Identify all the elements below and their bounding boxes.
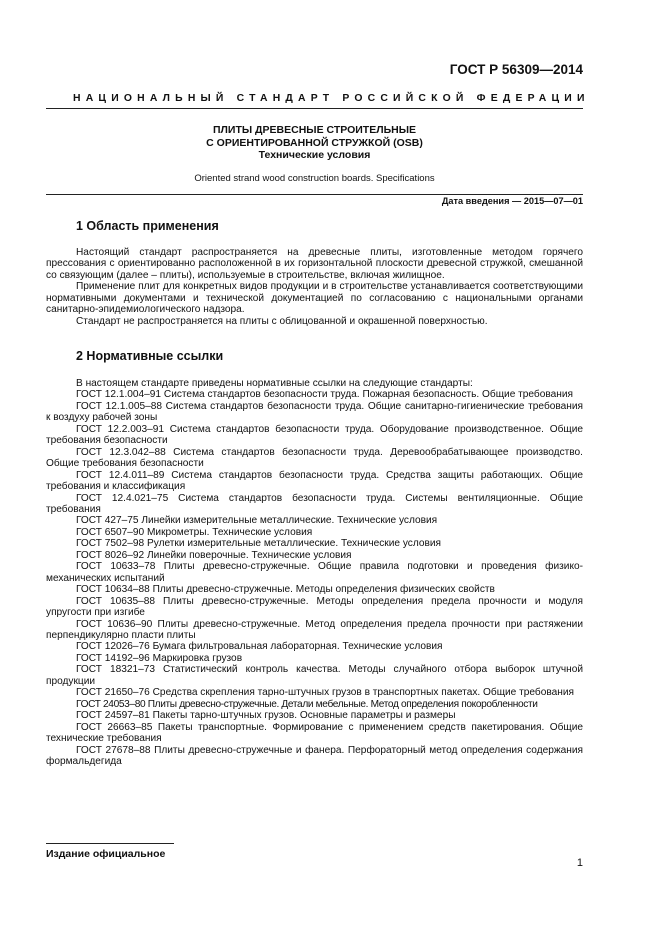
normative-reference: ГОСТ 21650–76 Средства скрепления тарно-штучных грузов в транспортных пакетах. Общие требования [76,687,574,699]
normative-reference: ГОСТ 12.3.042–88 Система стандартов безопасности труда. Деревообрабатывающее производство. Общие требования безопасности [46,446,583,470]
normative-reference: ГОСТ 12.1.005–88 Система стандартов безопасности труда. Общие санитарно-гигиенические требования к воздуху рабочей зоны [46,400,583,424]
english-title: Oriented strand wood construction boards. Specifications [194,173,435,184]
normative-reference: ГОСТ 26663–85 Пакеты транспортные. Формирование с применением средств пакетирования. Общие технические требования [46,721,583,745]
normative-reference: ГОСТ 24597–81 Пакеты тарно-штучных грузов. Основные параметры и размеры [76,710,456,722]
header-divider [46,108,583,109]
national-standard-banner: НАЦИОНАЛЬНЫЙ СТАНДАРТ РОССИЙСКОЙ ФЕДЕРАЦИИ [73,93,590,104]
official-edition-label: Издание официальное [46,848,166,860]
normative-reference: ГОСТ 27678–88 Плиты древесно-стружечные и фанера. Перфораторный метод определения содержания формальдегида [46,744,583,767]
section-2-intro: В настоящем стандарте приведены нормативные ссылки на следующие стандарты: [76,378,473,389]
normative-reference: ГОСТ 12.1.004–91 Система стандартов безопасности труда. Пожарная безопасность. Общие требования [76,389,573,401]
normative-reference: ГОСТ 10636–90 Плиты древесно-стружечные. Метод определения предела прочности при растяжении перпендикулярно пласти плиты [46,618,583,641]
section-1-body [46,247,583,327]
normative-reference: ГОСТ 6507–90 Микрометры. Технические условия [76,526,313,538]
page-number: 1 [576,857,583,869]
normative-reference: ГОСТ 24053–80 Плиты древесно-стружечные. Детали мебельные. Метод определения покоробленности [76,698,538,710]
normative-reference: ГОСТ 12026–76 Бумага фильтровальная лабораторная. Технические условия [76,641,443,653]
section-1-paragraph: Стандарт не распространяется на плиты с облицованной и окрашенной поверхностью. [76,315,488,327]
section-2-body [46,378,583,767]
document-title [46,124,583,162]
normative-reference: ГОСТ 12.4.011–89 Система стандартов безопасности труда. Средства защиты работающих. Общие требования и классификация [46,469,583,493]
normative-reference: ГОСТ 18321–73 Статистический контроль качества. Методы случайного отбора выборок штучной продукции [46,664,583,687]
introduction-date: Дата введения — 2015—07—01 [441,196,583,206]
section-1-heading: 1 Область применения [76,219,219,233]
section-2-heading: 2 Нормативные ссылки [76,349,224,363]
normative-reference: ГОСТ 12.2.003–91 Система стандартов безопасности труда. Оборудование производственное. Общие требования безопасности [46,423,583,447]
standard-id: ГОСТ Р 56309—2014 [449,62,583,77]
normative-reference: ГОСТ 7502–98 Рулетки измерительные металлические. Технические условия [76,538,442,550]
normative-reference: ГОСТ 12.4.021–75 Система стандартов безопасности труда. Системы вентиляционные. Общие требования [46,492,583,515]
title-line-2: С ОРИЕНТИРОВАННОЙ СТРУЖКОЙ (OSB) [206,136,423,149]
normative-reference: ГОСТ 14192–96 Маркировка грузов [76,652,243,664]
title-line-1: ПЛИТЫ ДРЕВЕСНЫЕ СТРОИТЕЛЬНЫЕ [212,124,417,136]
normative-reference: ГОСТ 10634–88 Плиты древесно-стружечные. Методы определения физических свойств [76,584,495,596]
normative-reference: ГОСТ 8026–92 Линейки поверочные. Технические условия [76,549,352,561]
footer-divider [46,843,174,844]
normative-reference: ГОСТ 427–75 Линейки измерительные металлические. Технические условия [76,515,438,527]
normative-reference: ГОСТ 10633–78 Плиты древесно-стружечные. Общие правила подготовки и проведения физикомеханических испытаний [46,561,583,584]
section-1-paragraph: Применение плит для конкретных видов продукции и в строительстве устанавливается соответствующими нормативными документами и технической документацией по согласованию с национальными органами санитарно-эпидемиологического надзора. [46,281,583,316]
date-divider [46,194,583,195]
section-1-paragraph: Настоящий стандарт распространяется на древесные плиты, изготовленные методом горячего прессования с ориентированно расположенной в их горизонтальной плоскости древесной стружкой, смешанной со связующим (далее – плиты), используемые в строительстве, включая жилищное. [46,247,583,281]
normative-reference: ГОСТ 10635–88 Плиты древесно-стружечные. Методы определения предела прочности и модуля упругости при изгибе [46,595,583,619]
title-line-3: Технические условия [258,149,371,161]
